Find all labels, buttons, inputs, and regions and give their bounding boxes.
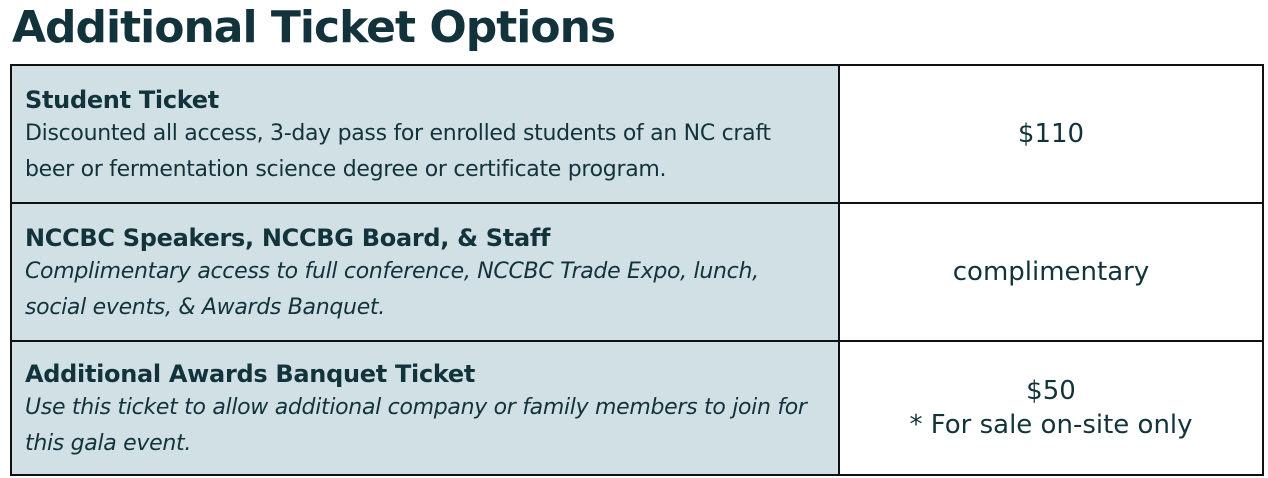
page-title: Additional Ticket Options xyxy=(12,2,616,53)
ticket-price-cell xyxy=(839,203,1263,341)
ticket-description: Use this ticket to allow additional company or family members to join for this gala event. xyxy=(25,395,807,456)
ticket-price: complimentary xyxy=(952,257,1150,287)
ticket-description: Discounted all access, 3-day pass for enrolled students of an NC craft beer or fermentation science degree or certificate program. xyxy=(25,121,771,182)
ticket-name: NCCBC Speakers, NCCBG Board, & Staff xyxy=(25,224,551,252)
ticket-description-cell xyxy=(11,65,839,203)
ticket-price: $50 xyxy=(1026,376,1076,406)
ticket-name: Student Ticket xyxy=(25,86,219,114)
ticket-price-cell xyxy=(839,65,1263,203)
ticket-description: Complimentary access to full conference, NCCBC Trade Expo, lunch, social events, & Awards Banquet. xyxy=(25,259,759,320)
ticket-price-note: * For sale on-site only xyxy=(909,410,1193,440)
ticket-description-cell xyxy=(11,341,839,475)
ticket-name: Additional Awards Banquet Ticket xyxy=(25,360,476,388)
ticket-price: $110 xyxy=(1017,119,1085,149)
table-row xyxy=(11,341,1263,475)
ticket-description-cell xyxy=(11,203,839,341)
table-row xyxy=(11,65,1263,203)
ticket-options-table xyxy=(10,64,1264,476)
ticket-price-cell xyxy=(839,341,1263,475)
table-row xyxy=(11,203,1263,341)
